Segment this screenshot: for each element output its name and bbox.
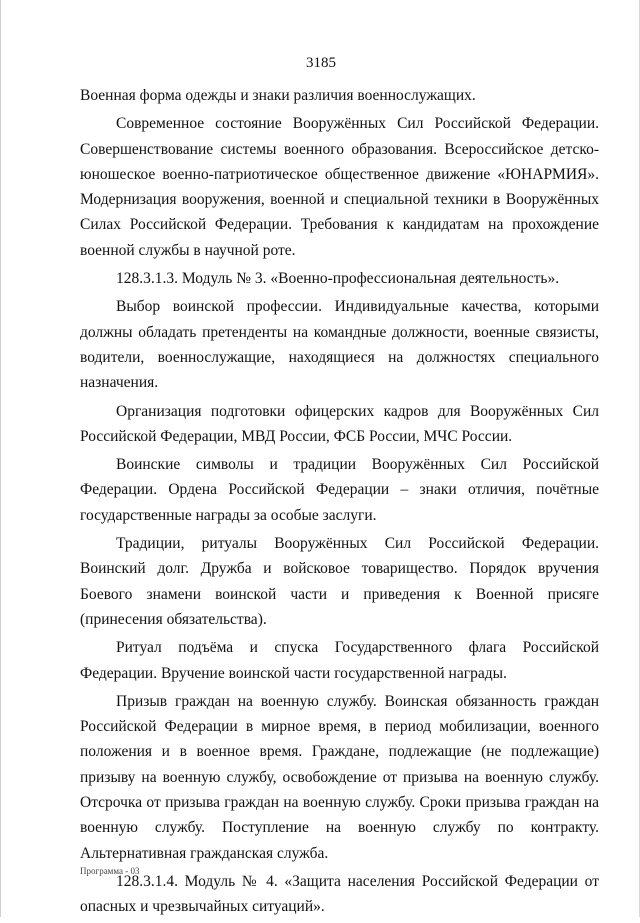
paragraph: Призыв граждан на военную службу. Воинская обязанность граждан Российской Федерации в мирное время, в период мобилизации, военного положения и в военное время. Граждане, подлежащие (не подлежащие) призыву на военную службу, освобождение от призыва на военную службу. Отсрочка от призыва граждан на военную службу. Сроки призыва граждан на военную службу. Поступление на военную службу по контракту. Альтернативная гражданская служба. [80,692,599,862]
paragraph: Выбор воинской профессии. Индивидуальные качества, которыми должны обладать претенденты на командные должности, военные связисты, водители, военнослужащие, находящиеся на должностях специального назначения. [80,298,599,392]
section-heading: 128.3.1.4. Модуль № 4. «Защита населения Российской Федерации от опасных и чрезвычайных ситуаций». [80,872,599,916]
section-heading: 128.3.1.3. Модуль № 3. «Военно-профессиональная деятельность». [116,270,560,288]
paragraph: Военная форма одежды и знаки различия военнослужащих. [80,87,476,104]
page-number: 3185 [306,55,336,71]
paragraph: Организация подготовки офицерских кадров для Вооружённых Сил Российской Федерации, МВД России, ФСБ России, МЧС России. [80,402,599,445]
page-footer: Программа - 03 [80,866,140,876]
paragraph: Традиции, ритуалы Вооружённых Сил Российской Федерации. Воинский долг. Дружба и войсковое товарищество. Порядок вручения Боевого знамени воинской части и приведения к Военной присяге (принесения обязательства). [80,535,599,628]
document-body [80,83,599,923]
paragraph: Ритуал подъёма и спуска Государственного флага Российской Федерации. Вручение воинской части государственной награды. [80,639,599,682]
paragraph: Воинские символы и традиции Вооружённых Сил Российской Федерации. Ордена Российской Федерации – знаки отличия, почётные государственные награды за особые заслуги. [80,456,599,524]
paragraph: Современное состояние Вооружённых Сил Российской Федерации. Совершенствование системы военного образования. Всероссийское детско-юношеское военно-патриотическое общественное движение «ЮНАРМИЯ». Модернизация вооружения, военной и специальной техники в Вооружённых Силах Российской Федерации. Требования к кандидатам на прохождение военной службы в научной роте. [80,115,599,259]
